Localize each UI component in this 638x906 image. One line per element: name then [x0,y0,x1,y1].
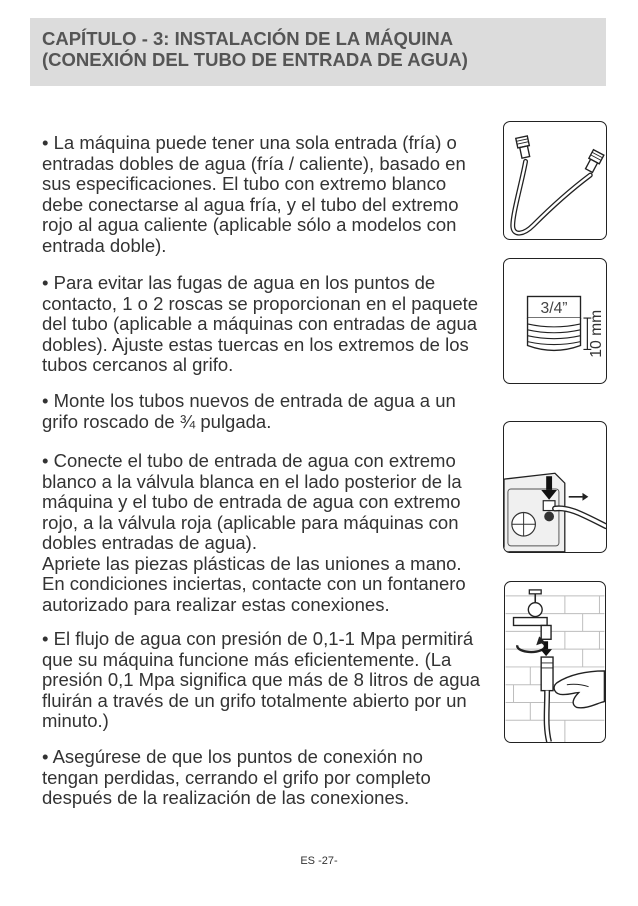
paragraph-line: entradas dobles de agua (fría / caliente), basado en [42,152,466,174]
paragraph-line: contacto, 1 o 2 roscas se proporcionan en el paquete [42,292,479,314]
paragraph-line: Apriete las piezas plásticas de las uniones a mano. [42,552,462,574]
chapter-title: CAPÍTULO - 3: INSTALACIÓN DE LA MÁQUINA [42,28,454,49]
paragraph-line: • La máquina puede tener una sola entrada (fría) o [42,132,457,153]
paragraph-connect-valves [42,451,466,615]
paragraph-mount-hoses [42,391,456,432]
chapter-subtitle: (CONEXIÓN DEL TUBO DE ENTRADA DE AGUA) [42,49,468,70]
paragraph-line: • Monte los tubos nuevos de entrada de agua a un [42,390,456,411]
hose-illustration [504,122,606,239]
paragraph-line: rojo al agua caliente (aplicable sólo a modelos con [42,214,457,235]
nut-illustration [504,259,606,383]
paragraph-line: grifo roscado de ¾ pulgada. [42,410,272,432]
hose-connector-icon [541,657,553,691]
paragraph-water-pressure [42,629,480,732]
paragraph-inlet-types [42,133,466,256]
paragraph-line: minuto.) [42,710,109,731]
paragraph-line: tengan perdidas, cerrando el grifo por completo [42,766,431,788]
hose-left-fitting-icon [516,136,532,159]
paragraph-line: blanco a la válvula blanca en el lado posterior de la [42,470,462,492]
paragraph-line: tubos cercanos al grifo. [42,354,234,375]
valve-connection-illustration [504,422,606,552]
paragraph-line: • Conecte el tubo de entrada de agua con extremo [42,450,456,471]
nut-figure [503,258,607,384]
paragraph-line: dobles entradas de agua). [42,532,257,553]
thread-size-label: 3/4” [540,300,568,318]
paragraph-check-leaks [42,747,431,809]
hose-figure [503,121,607,240]
paragraph-line: • Asegúrese de que los puntos de conexión no [42,746,423,767]
paragraph-line: máquina y el tubo de entrada de agua con extremo [42,491,461,512]
valve-figure [503,421,607,553]
thread-length-label: 10 mm [588,309,606,358]
page-number: ES -27- [300,855,338,867]
hose-right-fitting-icon [584,150,604,174]
paragraph-line: debe conectarse al agua fría, y el tubo del extremo [42,193,459,215]
paragraph-line: después de la realización de las conexiones. [42,787,410,808]
paragraph-leak-nuts [42,273,478,376]
paragraph-line: autorizado para realizar estas conexiones. [42,593,390,615]
paragraph-line: • El flujo de agua con presión de 0,1-1 Mpa permitirá [42,628,474,649]
faucet-figure [504,581,606,743]
paragraph-line: sus especificaciones. El tubo con extremo blanco [42,173,447,194]
chapter-header [30,18,606,86]
paragraph-line: rojo, a la válvula roja (aplicable para máquinas con [42,511,459,533]
arrow-right-icon [569,493,589,501]
paragraph-line: presión 0,1 Mpa significa que más de 8 litros de agua [42,669,481,690]
paragraph-line: del tubo (aplicable a máquinas con entradas de agua [42,313,478,334]
paragraph-line: que su máquina funcione más eficientemente. (La [42,648,452,670]
paragraph-line: En condiciones inciertas, contacte con un fontanero [42,573,466,594]
paragraph-line: dobles). Ajuste estas tuercas en los extremos de los [42,333,469,355]
paragraph-line: fluirán a través de un grifo totalmente abierto por un [42,689,467,711]
paragraph-line: entrada doble). [42,234,167,256]
faucet-illustration [505,582,605,742]
paragraph-line: • Para evitar las fugas de agua en los puntos de [42,272,436,293]
